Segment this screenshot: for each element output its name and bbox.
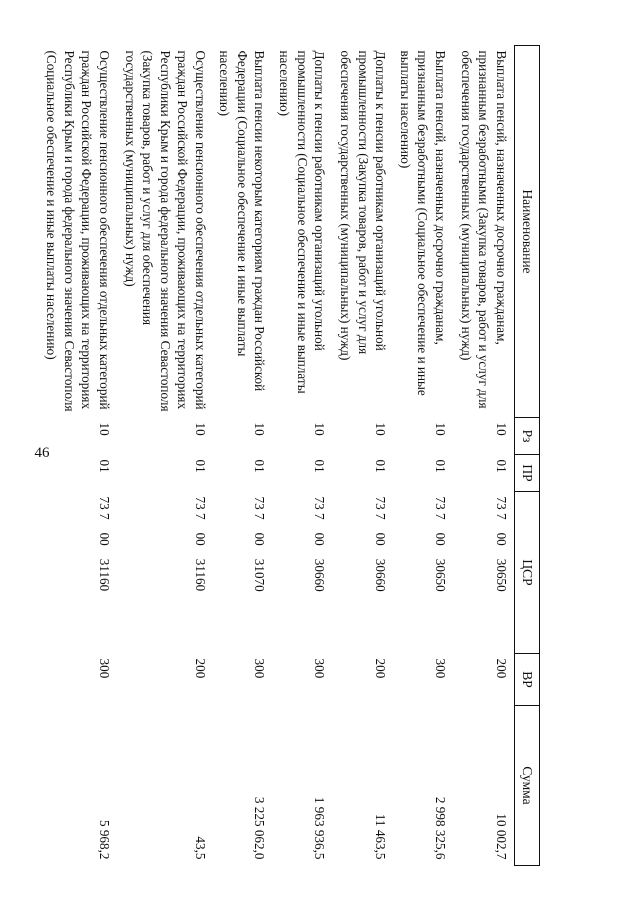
- cell-sum: 43,5: [192, 836, 208, 860]
- cell-sum: 1 963 936,5: [312, 796, 328, 860]
- csr-program: 73 7: [192, 496, 208, 520]
- cell-pr: 01: [252, 459, 268, 473]
- cell-csr: [332, 492, 393, 654]
- cell-rz: 10: [494, 422, 510, 436]
- csr-program: 73 7: [252, 496, 268, 520]
- header-name: Наименование: [515, 46, 540, 418]
- csr-program: 73 7: [312, 496, 328, 520]
- table-row: [40, 46, 117, 866]
- csr-program: 73 7: [373, 496, 389, 520]
- table-header-row: [515, 46, 540, 866]
- cell-sum: 3 225 062,0: [252, 796, 268, 860]
- csr-subprogram: 00: [373, 532, 389, 546]
- cell-csr: [117, 492, 213, 654]
- cell-vr: 200: [192, 658, 208, 679]
- table-row: [453, 46, 515, 866]
- csr-direction: 30650: [494, 558, 510, 592]
- cell-name: Осуществление пенсионного обеспечения отдельных категорий граждан Российской Федерации, проживающих на территориях Республики Крым и города федерального значения Севастополя (Закупка товаров, работ и услуг для обеспечения государственных (муниципальных) нужд): [122, 50, 208, 412]
- csr-direction: 31070: [252, 558, 268, 592]
- csr-direction: 31160: [96, 558, 112, 592]
- csr-program: 73 7: [433, 496, 449, 520]
- cell-vr: 300: [312, 658, 328, 679]
- csr-subprogram: 00: [192, 532, 208, 546]
- budget-table: [40, 45, 540, 866]
- header-rz: Рз: [515, 418, 540, 455]
- cell-pr: 01: [96, 459, 112, 473]
- header-vr: ВР: [515, 654, 540, 706]
- csr-program: 73 7: [494, 496, 510, 520]
- csr-subprogram: 00: [96, 532, 112, 546]
- table-row: [393, 46, 453, 866]
- csr-direction: 30660: [373, 558, 389, 592]
- csr-direction: 30650: [433, 558, 449, 592]
- cell-rz: 10: [96, 422, 112, 436]
- table-row: [332, 46, 393, 866]
- cell-vr: 300: [252, 658, 268, 679]
- cell-rz: 10: [312, 422, 328, 436]
- csr-direction: 30660: [312, 558, 328, 592]
- cell-pr: 01: [192, 459, 208, 473]
- cell-csr: [213, 492, 273, 654]
- cell-rz: 10: [433, 422, 449, 436]
- csr-program: 73 7: [96, 496, 112, 520]
- cell-name: Осуществление пенсионного обеспечения отдельных категорий граждан Российской Федерации, проживающих на территориях Республики Крым и города федерального значения Севастополя (Социальное обеспечение и иные выплаты населению): [44, 50, 112, 412]
- cell-sum: 10 002,7: [494, 813, 510, 860]
- table-row: [213, 46, 273, 866]
- cell-name: Выплата пенсий, назначенных досрочно гражданам, признанным безработными (Закупка товаров, работ и услуг для обеспечения государственных (муниципальных) нужд): [458, 50, 510, 409]
- header-pr: ПР: [515, 455, 540, 492]
- cell-name: Доплаты к пенсии работникам организаций угольной промышленности (Социальное обеспечение и иные выплаты населению): [277, 50, 328, 394]
- cell-vr: 300: [96, 658, 112, 679]
- table-row: [272, 46, 332, 866]
- cell-name: Выплата пенсии некоторым категориям граждан Российской Федерации (Социальное обеспечение и иные выплаты населению): [217, 50, 268, 392]
- cell-rz: 10: [192, 422, 208, 436]
- cell-csr: [393, 492, 453, 654]
- cell-csr: [40, 492, 117, 654]
- cell-sum: 2 998 325,6: [433, 796, 449, 860]
- page-number: 46: [34, 445, 50, 461]
- cell-rz: 10: [373, 422, 389, 436]
- csr-subprogram: 00: [433, 532, 449, 546]
- table-row: [117, 46, 213, 866]
- header-sum: Сумма: [515, 706, 540, 866]
- cell-csr: [453, 492, 515, 654]
- cell-sum: 11 463,5: [373, 813, 389, 860]
- cell-rz: 10: [252, 422, 268, 436]
- cell-vr: 200: [373, 658, 389, 679]
- csr-subprogram: 00: [312, 532, 328, 546]
- cell-name: Доплаты к пенсии работникам организаций угольной промышленности (Закупка товаров, работ и услуг для обеспечения государственных (муниципальных) нужд): [338, 50, 389, 361]
- cell-vr: 200: [494, 658, 510, 679]
- cell-pr: 01: [433, 459, 449, 473]
- rotated-page-content: [44, 45, 540, 865]
- cell-pr: 01: [494, 459, 510, 473]
- header-csr: ЦСР: [515, 492, 540, 654]
- csr-subprogram: 00: [494, 532, 510, 546]
- csr-subprogram: 00: [252, 532, 268, 546]
- cell-sum: 5 968,2: [96, 819, 112, 860]
- cell-pr: 01: [312, 459, 328, 473]
- cell-vr: 300: [433, 658, 449, 679]
- cell-csr: [272, 492, 332, 654]
- cell-pr: 01: [373, 459, 389, 473]
- cell-name: Выплата пенсий, назначенных досрочно гражданам, признанным безработными (Социальное обеспечение и иные выплаты населению): [397, 50, 449, 396]
- csr-direction: 31160: [192, 558, 208, 592]
